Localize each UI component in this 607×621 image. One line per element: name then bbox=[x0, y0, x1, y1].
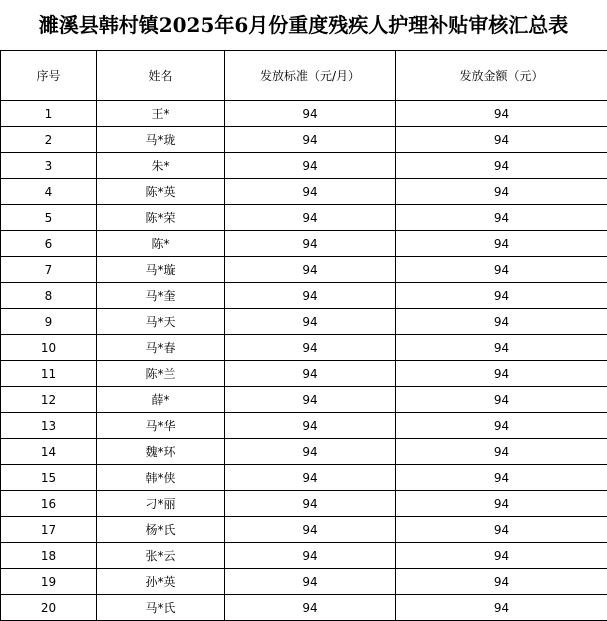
row-amount-cell: 94 bbox=[396, 361, 607, 387]
row-amount-cell: 94 bbox=[396, 595, 607, 621]
row-name-cell: 朱* bbox=[97, 153, 225, 179]
row-index-cell: 1 bbox=[1, 101, 97, 127]
row-amount-cell: 94 bbox=[396, 465, 607, 491]
row-standard-cell: 94 bbox=[225, 257, 396, 283]
row-amount-cell: 94 bbox=[396, 413, 607, 439]
row-index-cell: 10 bbox=[1, 335, 97, 361]
row-standard-cell: 94 bbox=[225, 205, 396, 231]
row-amount-cell: 94 bbox=[396, 543, 607, 569]
row-amount-cell: 94 bbox=[396, 387, 607, 413]
row-standard-cell: 94 bbox=[225, 101, 396, 127]
subsidy-table bbox=[0, 50, 607, 621]
row-amount-cell: 94 bbox=[396, 335, 607, 361]
row-index-cell: 8 bbox=[1, 283, 97, 309]
row-name-cell: 刁*丽 bbox=[97, 491, 225, 517]
row-index-cell: 14 bbox=[1, 439, 97, 465]
column-header-name: 姓名 bbox=[97, 51, 225, 101]
row-standard-cell: 94 bbox=[225, 491, 396, 517]
row-standard-cell: 94 bbox=[225, 231, 396, 257]
row-index-cell: 13 bbox=[1, 413, 97, 439]
row-index-cell: 15 bbox=[1, 465, 97, 491]
row-name-cell: 韩*侠 bbox=[97, 465, 225, 491]
table-row bbox=[1, 205, 607, 231]
row-standard-cell: 94 bbox=[225, 179, 396, 205]
table-row bbox=[1, 335, 607, 361]
row-standard-cell: 94 bbox=[225, 569, 396, 595]
table-row bbox=[1, 491, 607, 517]
document-title: 濉溪县韩村镇2025年6月份重度残疾人护理补贴审核汇总表 bbox=[38, 13, 569, 37]
table-row bbox=[1, 283, 607, 309]
row-name-cell: 马*璇 bbox=[97, 257, 225, 283]
row-index-cell: 20 bbox=[1, 595, 97, 621]
row-standard-cell: 94 bbox=[225, 517, 396, 543]
table-row bbox=[1, 257, 607, 283]
row-index-cell: 5 bbox=[1, 205, 97, 231]
row-index-cell: 19 bbox=[1, 569, 97, 595]
row-name-cell: 孙*英 bbox=[97, 569, 225, 595]
table-row bbox=[1, 127, 607, 153]
row-index-cell: 7 bbox=[1, 257, 97, 283]
row-standard-cell: 94 bbox=[225, 361, 396, 387]
row-name-cell: 杨*氏 bbox=[97, 517, 225, 543]
row-index-cell: 16 bbox=[1, 491, 97, 517]
row-index-cell: 2 bbox=[1, 127, 97, 153]
row-standard-cell: 94 bbox=[225, 387, 396, 413]
row-index-cell: 17 bbox=[1, 517, 97, 543]
row-standard-cell: 94 bbox=[225, 439, 396, 465]
row-amount-cell: 94 bbox=[396, 257, 607, 283]
row-index-cell: 9 bbox=[1, 309, 97, 335]
table-row bbox=[1, 517, 607, 543]
row-amount-cell: 94 bbox=[396, 517, 607, 543]
row-amount-cell: 94 bbox=[396, 439, 607, 465]
row-standard-cell: 94 bbox=[225, 127, 396, 153]
row-amount-cell: 94 bbox=[396, 309, 607, 335]
row-name-cell: 薛* bbox=[97, 387, 225, 413]
table-row bbox=[1, 595, 607, 621]
table-row bbox=[1, 465, 607, 491]
row-name-cell: 王* bbox=[97, 101, 225, 127]
row-name-cell: 马*华 bbox=[97, 413, 225, 439]
table-row bbox=[1, 569, 607, 595]
row-name-cell: 马*氏 bbox=[97, 595, 225, 621]
row-index-cell: 6 bbox=[1, 231, 97, 257]
row-amount-cell: 94 bbox=[396, 153, 607, 179]
row-amount-cell: 94 bbox=[396, 283, 607, 309]
column-header-index: 序号 bbox=[1, 51, 97, 101]
row-name-cell: 陈*荣 bbox=[97, 205, 225, 231]
row-amount-cell: 94 bbox=[396, 205, 607, 231]
table-header-row bbox=[1, 51, 607, 101]
row-name-cell: 马*奎 bbox=[97, 283, 225, 309]
column-header-standard: 发放标准（元/月） bbox=[225, 51, 396, 101]
row-amount-cell: 94 bbox=[396, 127, 607, 153]
row-name-cell: 陈*英 bbox=[97, 179, 225, 205]
row-amount-cell: 94 bbox=[396, 101, 607, 127]
row-amount-cell: 94 bbox=[396, 569, 607, 595]
row-standard-cell: 94 bbox=[225, 465, 396, 491]
row-index-cell: 18 bbox=[1, 543, 97, 569]
row-index-cell: 11 bbox=[1, 361, 97, 387]
row-standard-cell: 94 bbox=[225, 413, 396, 439]
table-row bbox=[1, 361, 607, 387]
row-standard-cell: 94 bbox=[225, 283, 396, 309]
row-standard-cell: 94 bbox=[225, 309, 396, 335]
table-row bbox=[1, 153, 607, 179]
table-row bbox=[1, 231, 607, 257]
row-amount-cell: 94 bbox=[396, 179, 607, 205]
table-row bbox=[1, 179, 607, 205]
row-name-cell: 魏*环 bbox=[97, 439, 225, 465]
row-name-cell: 陈*兰 bbox=[97, 361, 225, 387]
row-amount-cell: 94 bbox=[396, 491, 607, 517]
row-standard-cell: 94 bbox=[225, 153, 396, 179]
row-index-cell: 4 bbox=[1, 179, 97, 205]
row-amount-cell: 94 bbox=[396, 231, 607, 257]
column-header-amount: 发放金额（元） bbox=[396, 51, 607, 101]
row-name-cell: 马*珑 bbox=[97, 127, 225, 153]
row-standard-cell: 94 bbox=[225, 543, 396, 569]
row-standard-cell: 94 bbox=[225, 595, 396, 621]
table-row bbox=[1, 309, 607, 335]
table-row bbox=[1, 543, 607, 569]
row-name-cell: 马*天 bbox=[97, 309, 225, 335]
table-row bbox=[1, 387, 607, 413]
table-row bbox=[1, 101, 607, 127]
row-standard-cell: 94 bbox=[225, 335, 396, 361]
table-row bbox=[1, 413, 607, 439]
table-body bbox=[1, 101, 607, 621]
row-name-cell: 陈* bbox=[97, 231, 225, 257]
table-row bbox=[1, 439, 607, 465]
row-name-cell: 张*云 bbox=[97, 543, 225, 569]
row-name-cell: 马*春 bbox=[97, 335, 225, 361]
row-index-cell: 3 bbox=[1, 153, 97, 179]
row-index-cell: 12 bbox=[1, 387, 97, 413]
